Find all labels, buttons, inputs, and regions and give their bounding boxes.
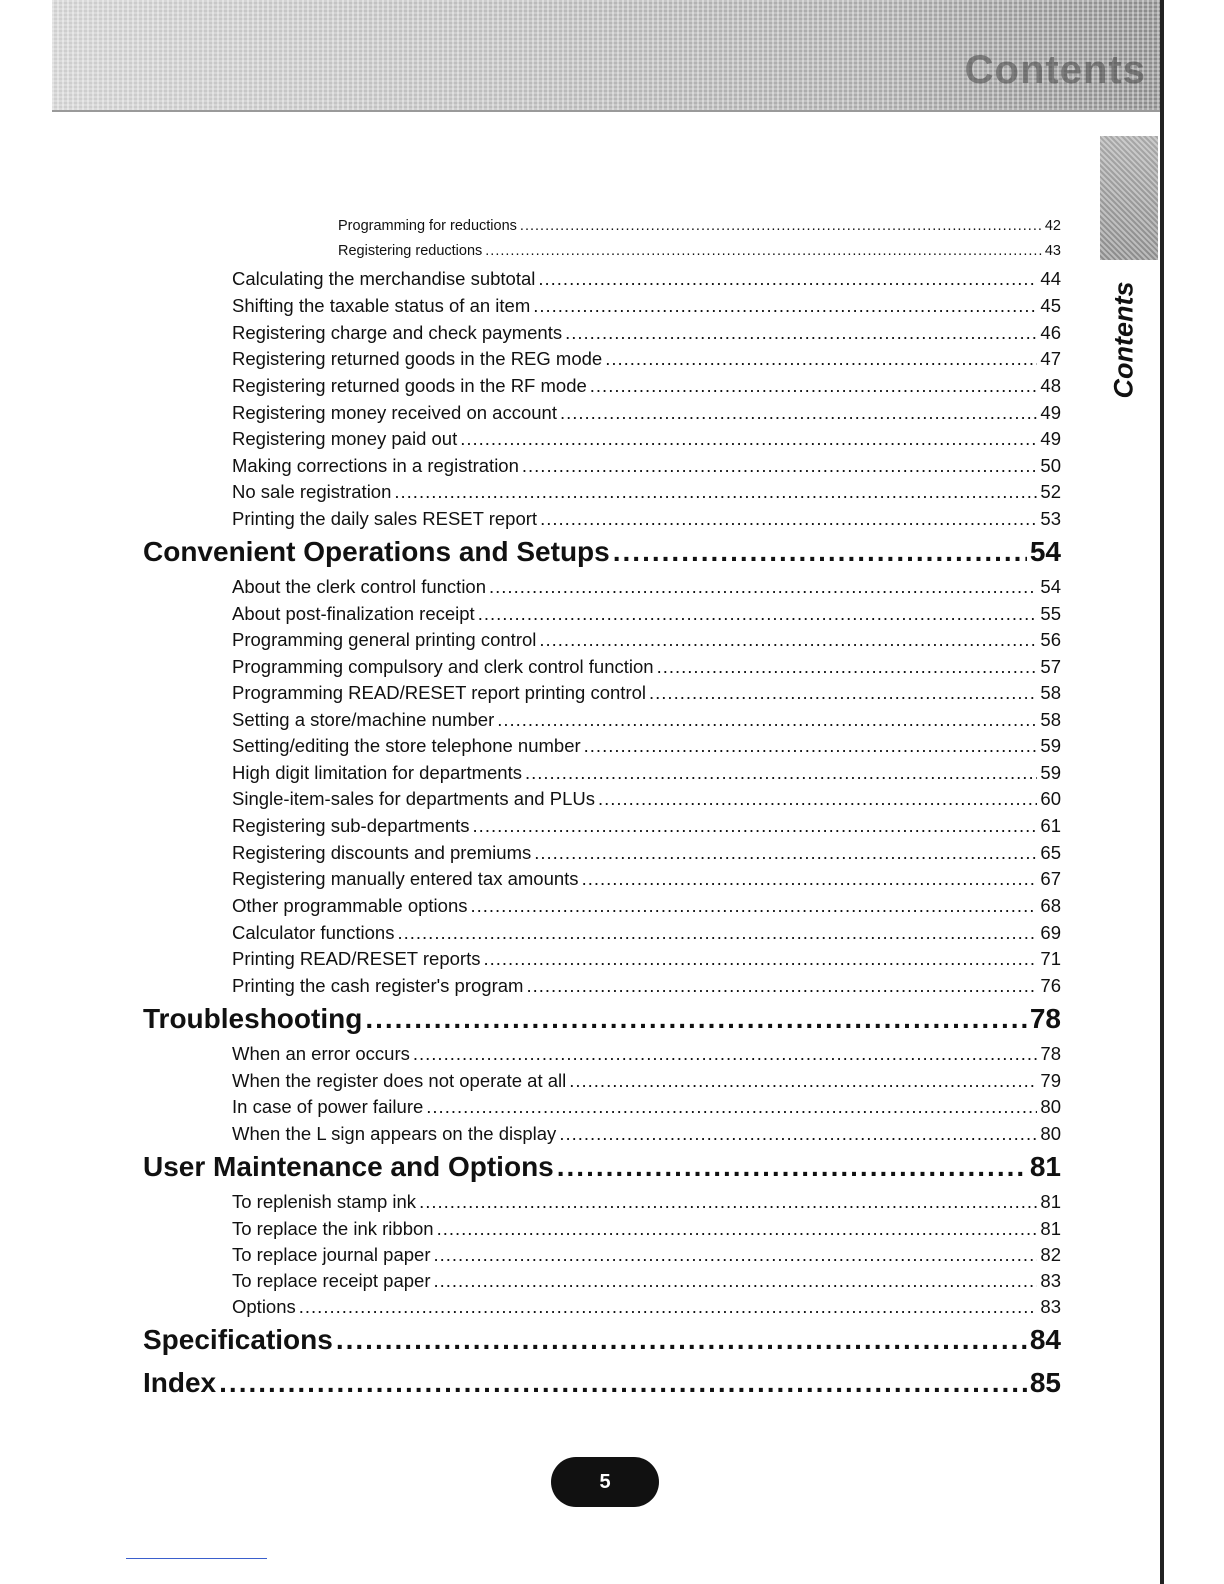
toc-entry-page: 49 xyxy=(1040,402,1061,423)
dot-leader xyxy=(560,402,1037,424)
toc-entry-title: Registering discounts and premiums xyxy=(232,842,532,863)
toc-entry-page: 52 xyxy=(1040,481,1061,502)
dot-leader xyxy=(489,576,1037,598)
toc-entry-page: 55 xyxy=(1040,603,1061,624)
toc-entry-page: 81 xyxy=(1040,1218,1061,1239)
side-tab-block xyxy=(1100,136,1158,260)
toc-entry[interactable] xyxy=(232,1218,1061,1240)
toc-entry-title: When the register does not operate at all xyxy=(232,1070,567,1091)
toc-entry-title: To replace receipt paper xyxy=(232,1270,431,1291)
toc-entry[interactable] xyxy=(232,481,1061,503)
toc-entry-page: 47 xyxy=(1040,348,1061,369)
toc-entry[interactable] xyxy=(232,508,1061,530)
toc-entry[interactable] xyxy=(232,402,1061,424)
toc-entry[interactable] xyxy=(232,348,1061,370)
dot-leader xyxy=(365,1003,1027,1035)
dot-leader xyxy=(394,481,1037,503)
toc-section-page: 84 xyxy=(1029,1324,1061,1355)
toc-entry[interactable] xyxy=(232,895,1061,917)
dot-leader xyxy=(534,842,1037,864)
toc-entry[interactable] xyxy=(232,762,1061,784)
toc-entry-title: Making corrections in a registration xyxy=(232,455,519,476)
dot-leader xyxy=(434,1244,1038,1266)
toc-entry[interactable] xyxy=(232,1270,1061,1292)
toc-entry-title: Programming for reductions xyxy=(338,218,517,234)
toc-entry-title: Registering money received on account xyxy=(232,402,557,423)
toc-section-title: User Maintenance and Options xyxy=(143,1151,554,1182)
toc-entry-page: 59 xyxy=(1040,735,1061,756)
toc-entry-page: 80 xyxy=(1040,1123,1061,1144)
toc-entry-title: Registering sub-departments xyxy=(232,815,470,836)
toc-entry-page: 50 xyxy=(1040,455,1061,476)
toc-entry-page: 42 xyxy=(1044,218,1061,234)
page-number: 5 xyxy=(599,1470,611,1493)
toc-entry-title: About the clerk control function xyxy=(232,576,487,597)
dot-leader xyxy=(219,1367,1027,1399)
toc-entry-page: 58 xyxy=(1040,682,1061,703)
toc-entry-title: When an error occurs xyxy=(232,1043,410,1064)
toc-entry[interactable] xyxy=(232,576,1061,598)
toc-entry[interactable] xyxy=(232,656,1061,678)
toc-entry-title: Setting a store/machine number xyxy=(232,709,495,730)
dot-leader xyxy=(526,975,1037,997)
toc-entry-page: 45 xyxy=(1040,295,1061,316)
toc-entry[interactable] xyxy=(338,243,1061,259)
toc-entry[interactable] xyxy=(232,1191,1061,1213)
toc-entry[interactable] xyxy=(232,709,1061,731)
dot-leader xyxy=(538,268,1037,290)
toc-entry-title: Programming READ/RESET report printing control xyxy=(232,682,647,703)
dot-leader xyxy=(497,709,1037,731)
toc-entry-title: Programming compulsory and clerk control function xyxy=(232,656,654,677)
toc-entry-title: Calculating the merchandise subtotal xyxy=(232,268,536,289)
toc-entry-page: 83 xyxy=(1040,1270,1061,1291)
dot-leader xyxy=(478,603,1038,625)
toc-entry-title: Shifting the taxable status of an item xyxy=(232,295,531,316)
toc-entry-page: 59 xyxy=(1040,762,1061,783)
dot-leader xyxy=(533,295,1037,317)
toc-entry-page: 83 xyxy=(1040,1296,1061,1317)
toc-entry-title: Printing READ/RESET reports xyxy=(232,948,481,969)
toc-entry-title: Printing the cash register's program xyxy=(232,975,524,996)
toc-entry[interactable] xyxy=(232,375,1061,397)
toc-entry-page: 76 xyxy=(1040,975,1061,996)
toc-entry-page: 48 xyxy=(1040,375,1061,396)
toc-entry-title: High digit limitation for departments xyxy=(232,762,522,783)
toc-entry-title: Registering reductions xyxy=(338,243,483,259)
toc-entry-page: 43 xyxy=(1044,243,1061,259)
toc-entry[interactable] xyxy=(338,218,1061,234)
toc-entry[interactable] xyxy=(232,1043,1061,1065)
toc-entry-title: To replace the ink ribbon xyxy=(232,1218,434,1239)
dot-leader xyxy=(569,1070,1037,1092)
toc-section-page: 54 xyxy=(1029,536,1061,567)
toc-entry-page: 67 xyxy=(1040,868,1061,889)
toc-entry-title: In case of power failure xyxy=(232,1096,424,1117)
toc-entry[interactable] xyxy=(232,603,1061,625)
dot-leader xyxy=(657,656,1038,678)
toc-entry-page: 53 xyxy=(1040,508,1061,529)
dot-leader xyxy=(598,788,1037,810)
toc-entry-page: 60 xyxy=(1040,788,1061,809)
toc-entry-page: 46 xyxy=(1040,322,1061,343)
page-edge xyxy=(1160,0,1164,1584)
toc-entry[interactable] xyxy=(232,1096,1061,1118)
toc-entry-page: 49 xyxy=(1040,428,1061,449)
dot-leader xyxy=(299,1296,1038,1318)
side-tab-label: Contents xyxy=(1108,281,1139,399)
dot-leader xyxy=(540,508,1037,530)
toc-section-page: 81 xyxy=(1029,1151,1061,1182)
footer-line xyxy=(126,1558,267,1559)
dot-leader xyxy=(565,322,1037,344)
toc-entry-page: 68 xyxy=(1040,895,1061,916)
dot-leader xyxy=(559,1123,1037,1145)
dot-leader xyxy=(520,218,1042,234)
toc-entry-title: Other programmable options xyxy=(232,895,468,916)
toc-entry[interactable] xyxy=(232,268,1061,290)
dot-leader xyxy=(590,375,1038,397)
toc-entry-title: Printing the daily sales RESET report xyxy=(232,508,538,529)
toc-entry[interactable] xyxy=(232,1296,1061,1318)
toc-entry-page: 44 xyxy=(1040,268,1061,289)
toc-entry-title: To replace journal paper xyxy=(232,1244,431,1265)
toc-entry-page: 69 xyxy=(1040,922,1061,943)
toc-entry-page: 56 xyxy=(1040,629,1061,650)
toc-section[interactable] xyxy=(143,1151,1061,1183)
toc-entry-page: 54 xyxy=(1040,576,1061,597)
toc-entry-title: Registering returned goods in the RF mode xyxy=(232,375,587,396)
toc-section-page: 78 xyxy=(1029,1003,1061,1034)
toc-section[interactable] xyxy=(143,1003,1061,1035)
toc-entry-page: 81 xyxy=(1040,1191,1061,1212)
dot-leader xyxy=(433,1270,1037,1292)
toc-entry[interactable] xyxy=(232,1123,1061,1145)
toc-section-title: Specifications xyxy=(143,1324,333,1355)
toc-entry-title: About post-finalization receipt xyxy=(232,603,475,624)
toc-entry[interactable] xyxy=(232,629,1061,651)
toc-entry-title: Options xyxy=(232,1296,296,1317)
toc-entry-title: Single-item-sales for departments and PLUs xyxy=(232,788,595,809)
toc-entry-title: Registering manually entered tax amounts xyxy=(232,868,579,889)
toc-entry[interactable] xyxy=(232,455,1061,477)
dot-leader xyxy=(613,536,1027,568)
toc-entry[interactable] xyxy=(232,842,1061,864)
toc-entry-title: Registering charge and check payments xyxy=(232,322,563,343)
toc-entry-page: 79 xyxy=(1040,1070,1061,1091)
dot-leader xyxy=(483,948,1037,970)
dot-leader xyxy=(419,1191,1037,1213)
dot-leader xyxy=(397,922,1037,944)
toc-entry[interactable] xyxy=(232,815,1061,837)
toc-entry-page: 71 xyxy=(1040,948,1061,969)
toc-entry-title: Calculator functions xyxy=(232,922,395,943)
dot-leader xyxy=(413,1043,1038,1065)
toc-section-page: 85 xyxy=(1029,1367,1061,1398)
toc-entry-title: Registering returned goods in the REG mode xyxy=(232,348,603,369)
toc-entry-title: To replenish stamp ink xyxy=(232,1191,417,1212)
toc-entry[interactable] xyxy=(232,975,1061,997)
toc-entry-page: 80 xyxy=(1040,1096,1061,1117)
toc-entry[interactable] xyxy=(232,1244,1061,1266)
toc-entry-title: Setting/editing the store telephone number xyxy=(232,735,581,756)
toc-entry-title: When the L sign appears on the display xyxy=(232,1123,557,1144)
toc-entry-page: 78 xyxy=(1040,1043,1061,1064)
toc-entry-title: Programming general printing control xyxy=(232,629,537,650)
header-band xyxy=(52,0,1164,112)
toc-section[interactable] xyxy=(143,1367,1061,1399)
toc-entry-page: 82 xyxy=(1040,1244,1061,1265)
toc-entry[interactable] xyxy=(232,428,1061,450)
toc-entry[interactable] xyxy=(232,322,1061,344)
toc-section[interactable] xyxy=(143,536,1061,568)
toc-entry-title: No sale registration xyxy=(232,481,392,502)
dot-leader xyxy=(584,735,1038,757)
toc-section-title: Convenient Operations and Setups xyxy=(143,536,610,567)
toc-entry-page: 57 xyxy=(1040,656,1061,677)
toc-entry[interactable] xyxy=(232,788,1061,810)
toc-section[interactable] xyxy=(143,1324,1061,1356)
dot-leader xyxy=(485,243,1042,259)
toc-entry[interactable] xyxy=(232,922,1061,944)
dot-leader xyxy=(605,348,1037,370)
toc-entry[interactable] xyxy=(232,295,1061,317)
toc-entry-title: Registering money paid out xyxy=(232,428,458,449)
toc-entry[interactable] xyxy=(232,868,1061,890)
toc-section-title: Index xyxy=(143,1367,217,1398)
dot-leader xyxy=(539,629,1037,651)
toc-entry[interactable] xyxy=(232,948,1061,970)
toc-entry-page: 61 xyxy=(1040,815,1061,836)
dot-leader xyxy=(336,1324,1027,1356)
header-title: Contents xyxy=(964,48,1146,92)
page-number-badge xyxy=(551,1457,659,1507)
dot-leader xyxy=(460,428,1037,450)
toc-entry-page: 58 xyxy=(1040,709,1061,730)
dot-leader xyxy=(426,1096,1037,1118)
toc-section-title: Troubleshooting xyxy=(143,1003,363,1034)
dot-leader xyxy=(649,682,1037,704)
toc-entry[interactable] xyxy=(232,735,1061,757)
dot-leader xyxy=(557,1151,1027,1183)
dot-leader xyxy=(525,762,1037,784)
dot-leader xyxy=(470,895,1037,917)
dot-leader xyxy=(522,455,1038,477)
dot-leader xyxy=(473,815,1038,837)
toc-entry[interactable] xyxy=(232,1070,1061,1092)
dot-leader xyxy=(582,868,1038,890)
dot-leader xyxy=(437,1218,1038,1240)
toc-entry-page: 65 xyxy=(1040,842,1061,863)
toc-entry[interactable] xyxy=(232,682,1061,704)
